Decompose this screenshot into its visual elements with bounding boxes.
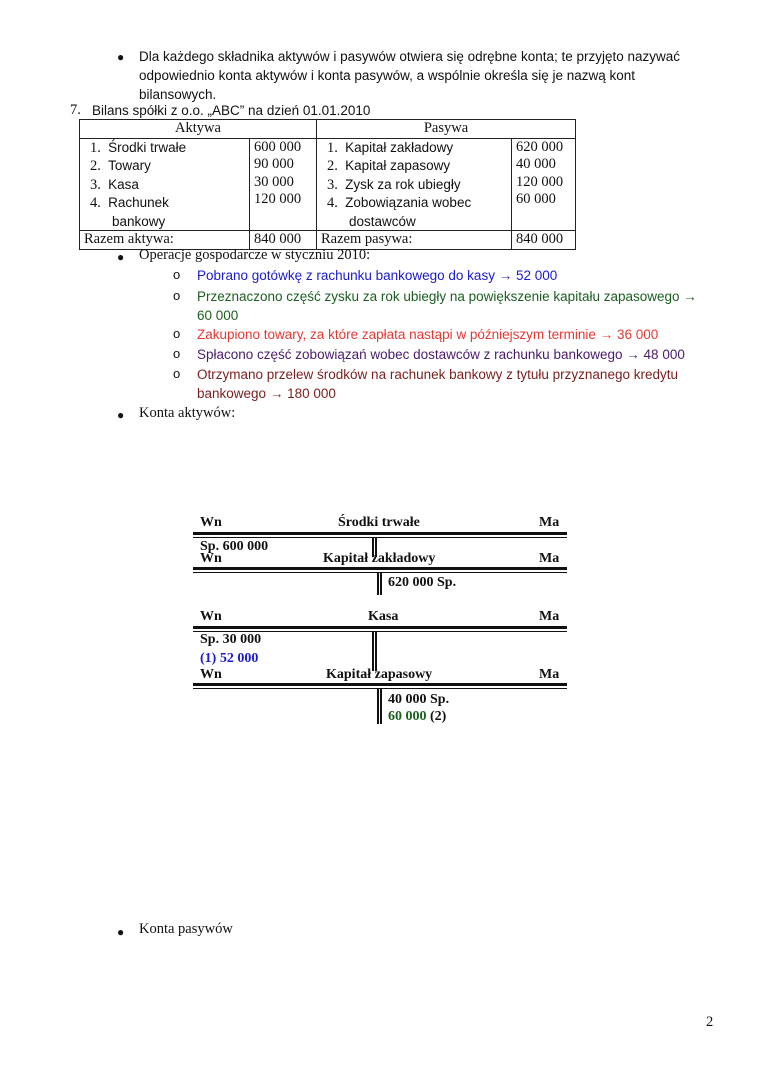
t3-divider [372, 631, 377, 671]
aktywa-item: 1. Środki trwałe [90, 139, 187, 156]
circle-bullet-icon: o [173, 288, 181, 303]
aktywa-values: 600 000 90 000 30 000 120 000 [250, 138, 317, 231]
konta-pasywow-heading: Konta pasywów [139, 921, 233, 937]
razem-pasywa-value: 840 000 [512, 231, 576, 250]
pasywa-item: 3. Zysk za rok ubiegły [327, 176, 461, 193]
bullet-icon: ● [117, 925, 125, 939]
arrow-icon: → [599, 327, 614, 342]
razem-aktywa-value: 840 000 [250, 231, 317, 250]
pasywa-item: 2. Kapitał zapasowy [327, 158, 451, 174]
t4-wn: Wn [200, 667, 222, 682]
t3-title: Kasa [368, 609, 399, 624]
konta-aktywow-heading: Konta aktywów: [139, 405, 236, 421]
t1-rule [193, 532, 567, 538]
intro-line-2: odpowiednio konta aktywów i konta pasywów, a wspólnie określa się je nazwą kont [139, 68, 636, 83]
operation-1: Pobrano gotówkę z rachunku bankowego do kasy → 52 000 [197, 268, 558, 283]
t3-wn: Wn [200, 609, 222, 624]
operation-5-cont: bankowego → 180 000 [197, 386, 336, 401]
operation-2: Przeznaczono część zysku za rok ubiegły na powiększenie kapitału zapasowego → [197, 289, 697, 304]
arrow-icon: → [498, 268, 513, 283]
circle-bullet-icon: o [173, 366, 181, 381]
t1-title: Środki trwałe [338, 515, 420, 530]
operation-2-amount: 60 000 [197, 308, 239, 323]
pasywa-header: Pasywa [317, 120, 576, 139]
operation-4: Spłacono część zobowiązań wobec dostawców z rachunku bankowego → 48 000 [197, 347, 685, 362]
page-number: 2 [706, 1014, 714, 1030]
t1-wn: Wn [200, 515, 222, 530]
pasywa-values: 620 000 40 000 120 000 60 000 [512, 138, 576, 231]
intro-line-1: Dla każdego składnika aktywów i pasywów otwiera się odrębne konta; te przyjęto nazywać [139, 49, 681, 64]
t3-left-entry: (1) 52 000 [200, 651, 259, 666]
t2-wn: Wn [200, 551, 222, 566]
t4-title: Kapitał zapasowy [326, 667, 433, 682]
section-title: Bilans spółki z o.o. „ABC” na dzień 01.01.2010 [92, 103, 371, 118]
t2-title: Kapitał zakładowy [323, 551, 436, 566]
arrow-icon: → [269, 386, 284, 401]
t2-divider [377, 572, 382, 595]
razem-pasywa-label: Razem pasywa: [317, 231, 512, 250]
bullet-icon: ● [117, 250, 125, 264]
t2-right-entry: 620 000 Sp. [388, 575, 457, 590]
t4-right-entry-2: 60 000 (2) [388, 709, 447, 724]
pasywa-item-cont: dostawców [349, 213, 416, 229]
bullet-icon: ● [117, 408, 125, 422]
t4-right-entry: 40 000 Sp. [388, 692, 450, 707]
circle-bullet-icon: o [173, 346, 181, 361]
pasywa-item: 4. Zobowiązania wobec [327, 195, 472, 211]
aktywa-item: 3. Kasa [90, 176, 139, 193]
arrow-icon: → [626, 347, 640, 362]
aktywa-item-cont: bankowy [112, 213, 166, 229]
section-number: 7. [70, 102, 81, 118]
aktywa-items [80, 138, 250, 231]
aktywa-item: 4. Rachunek [90, 195, 169, 211]
intro-line-3: bilansowych. [139, 87, 217, 102]
operation-3: Zakupiono towary, za które zapłata nastąpi w późniejszym terminie → 36 000 [197, 327, 659, 342]
aktywa-header: Aktywa [80, 120, 317, 139]
t4-divider [377, 688, 382, 724]
bullet-icon: ● [117, 50, 125, 64]
operations-heading: Operacje gospodarcze w styczniu 2010: [139, 247, 371, 263]
t4-ma: Ma [539, 667, 560, 682]
balance-table [79, 119, 576, 250]
circle-bullet-icon: o [173, 267, 181, 282]
razem-aktywa-label: Razem aktywa: [80, 231, 250, 250]
operation-5: Otrzymano przelew środków na rachunek bankowy z tytułu przyznanego kredytu [197, 367, 678, 382]
aktywa-item: 2. Towary [90, 158, 151, 174]
pasywa-item: 1. Kapitał zakładowy [327, 139, 454, 156]
t1-left-entry: Sp. 600 000 [200, 539, 269, 554]
circle-bullet-icon: o [173, 326, 181, 341]
arrow-icon: → [683, 289, 697, 304]
pasywa-items [317, 138, 512, 231]
t1-ma: Ma [539, 515, 560, 530]
t3-left-entry: Sp. 30 000 [200, 632, 262, 647]
t2-ma: Ma [539, 551, 560, 566]
t3-ma: Ma [539, 609, 560, 624]
